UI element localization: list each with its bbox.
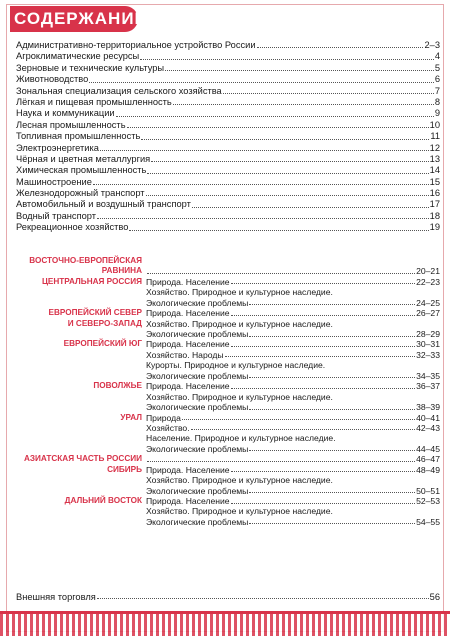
toc-entry-page: 4 <box>434 51 440 62</box>
toc-entry-label: Лесная промышленность <box>16 119 126 130</box>
region-entry[interactable] <box>16 517 440 527</box>
page-title: СОДЕРЖАНИЕ <box>14 9 147 28</box>
region-entry[interactable] <box>16 319 440 329</box>
toc-entry-page: 16 <box>429 188 440 199</box>
region-entry-label: Природа. Население <box>146 308 230 319</box>
leader-dots <box>231 388 416 389</box>
region-entry[interactable] <box>16 340 440 350</box>
region-entry[interactable] <box>16 496 440 506</box>
toc-entry[interactable] <box>16 63 440 74</box>
leader-dots <box>249 450 415 451</box>
toc-entry[interactable] <box>16 40 440 51</box>
region-entry-page: 34–35 <box>416 370 440 381</box>
region-name: АЗИАТСКАЯ ЧАСТЬ РОССИИ <box>23 454 142 464</box>
region-entry[interactable] <box>16 475 440 485</box>
leader-dots <box>231 471 416 472</box>
toc-entry[interactable] <box>16 143 440 154</box>
region-entry[interactable] <box>16 454 440 464</box>
region-entry[interactable] <box>16 360 440 370</box>
toc-entry-label: Агроклиматические ресурсы <box>16 51 140 62</box>
region-entry-page: 50–51 <box>416 485 440 496</box>
toc-entry-page: 8 <box>434 96 440 107</box>
toc-entry-external-trade[interactable] <box>16 591 440 602</box>
leader-dots <box>89 82 434 83</box>
region-entry-page: 46–47 <box>416 454 440 465</box>
region-entry-label: Экологические проблемы <box>146 370 249 381</box>
region-entry-page: 22–23 <box>416 276 440 287</box>
leader-dots <box>97 218 429 219</box>
toc-entry[interactable] <box>16 97 440 108</box>
region-name: ПОВОЛЖЬЕ <box>93 381 142 391</box>
toc-entry-label: Электроэнергетика <box>16 142 99 153</box>
toc-entry-page: 2–3 <box>424 39 440 50</box>
toc-entry-page: 56 <box>429 592 440 603</box>
leader-dots <box>151 161 428 162</box>
leader-dots <box>173 104 434 105</box>
toc-entry-page: 12 <box>429 142 440 153</box>
region-entry-label: Население. Природное и культурное наследие. <box>146 433 336 444</box>
toc-entry-label: Чёрная и цветная металлургия <box>16 153 151 164</box>
region-entry-label: Хозяйство. Природное и культурное наследие. <box>146 475 333 486</box>
toc-entry-label: Химическая промышленность <box>16 165 147 176</box>
toc-entry-label: Зерновые и технические культуры <box>16 62 165 73</box>
toc-entry[interactable] <box>16 86 440 97</box>
region-entry-page: 40–41 <box>416 412 440 423</box>
region-name: ЕВРОПЕЙСКИЙ ЮГ <box>63 339 142 349</box>
toc-entry-label: Водный транспорт <box>16 210 96 221</box>
region-entry-page: 52–53 <box>416 496 440 507</box>
region-entry-page: 48–49 <box>416 464 440 475</box>
toc-entry[interactable] <box>16 188 440 199</box>
toc-entry[interactable] <box>16 199 440 210</box>
region-entry-label: Экологические проблемы <box>146 443 249 454</box>
region-entry-label: Хозяйство. Природное и культурное наследие. <box>146 506 333 517</box>
toc-entry[interactable] <box>16 177 440 188</box>
region-entry-label: Природа. Население <box>146 276 230 287</box>
leader-dots <box>97 598 429 599</box>
leader-dots <box>140 59 434 60</box>
toc-list <box>16 40 440 234</box>
leader-dots <box>192 207 429 208</box>
region-entry[interactable] <box>16 413 440 423</box>
toc-entry-page: 15 <box>429 176 440 187</box>
region-entry[interactable] <box>16 329 440 339</box>
toc-entry-page: 18 <box>429 210 440 221</box>
leader-dots <box>225 356 416 357</box>
toc-entry-label: Рекреационное хозяйство <box>16 222 129 233</box>
region-entry-label: Хозяйство. Народы <box>146 349 224 360</box>
region-entry[interactable] <box>16 465 440 475</box>
toc-entry-page: 9 <box>434 108 440 119</box>
region-entry[interactable] <box>16 381 440 391</box>
region-name: ДАЛЬНИЙ ВОСТОК <box>64 496 142 506</box>
toc-entry-page: 7 <box>434 85 440 96</box>
region-entry-label: Экологические проблемы <box>146 297 249 308</box>
region-entry-label: Природа. Население <box>146 496 230 507</box>
toc-entry[interactable] <box>16 154 440 165</box>
toc-entry-label: Железнодорожный транспорт <box>16 188 145 199</box>
region-entry[interactable] <box>16 433 440 443</box>
leader-dots <box>231 315 416 316</box>
toc-entry[interactable] <box>16 51 440 62</box>
region-entry-page: 54–55 <box>416 516 440 527</box>
leader-dots <box>182 419 415 420</box>
toc-entry[interactable] <box>16 222 440 233</box>
region-entry[interactable] <box>16 287 440 297</box>
region-entry-label: Природа. Население <box>146 381 230 392</box>
region-entry-page: 24–25 <box>416 297 440 308</box>
leader-dots <box>257 47 424 48</box>
region-entry[interactable] <box>16 507 440 517</box>
leader-dots <box>146 195 429 196</box>
region-entry-page: 28–29 <box>416 329 440 340</box>
toc-entry[interactable] <box>16 131 440 142</box>
region-entry[interactable] <box>16 402 440 412</box>
region-entry-page: 44–45 <box>416 443 440 454</box>
leader-dots <box>249 336 415 337</box>
leader-dots <box>249 409 415 410</box>
region-entry-page: 26–27 <box>416 308 440 319</box>
region-entry-page: 20–21 <box>416 266 440 277</box>
region-entry-page: 42–43 <box>416 422 440 433</box>
region-entry[interactable] <box>16 423 440 433</box>
region-entry-label: Экологические проблемы <box>146 329 249 340</box>
region-entry[interactable] <box>16 444 440 454</box>
region-entry[interactable] <box>16 486 440 496</box>
leader-dots <box>165 70 434 71</box>
region-name: СИБИРЬ <box>107 464 142 474</box>
toc-entry[interactable] <box>16 165 440 176</box>
toc-entry-page: 6 <box>434 74 440 85</box>
region-entry[interactable] <box>16 371 440 381</box>
leader-dots <box>129 230 428 231</box>
toc-entry-label: Животноводство <box>16 74 89 85</box>
leader-dots <box>231 346 416 347</box>
leader-dots <box>249 304 415 305</box>
toc-entry-page: 10 <box>429 119 440 130</box>
region-entry[interactable] <box>16 308 440 318</box>
region-entry-label: Хозяйство. Природное и культурное наследие. <box>146 318 333 329</box>
toc-entry[interactable] <box>16 108 440 119</box>
leader-dots <box>249 523 415 524</box>
region-entry-label: Природа <box>146 412 181 423</box>
region-entry[interactable] <box>16 298 440 308</box>
leader-dots <box>231 503 416 504</box>
toc-entry-page: 19 <box>429 222 440 233</box>
region-entry-label: Экологические проблемы <box>146 516 249 527</box>
leader-dots <box>93 184 429 185</box>
leader-dots <box>127 127 429 128</box>
region-entry-label: Курорты. Природное и культурное наследие. <box>146 360 326 371</box>
leader-dots <box>223 93 434 94</box>
toc-entry[interactable] <box>16 211 440 222</box>
leader-dots <box>191 429 416 430</box>
leader-dots <box>231 283 416 284</box>
region-name: УРАЛ <box>120 412 142 422</box>
region-name: ВОСТОЧНО-ЕВРОПЕЙСКАЯ <box>29 255 142 265</box>
region-entry-label: Хозяйство. <box>146 422 190 433</box>
region-entry-label: Хозяйство. Природное и культурное наследие. <box>146 391 333 402</box>
region-entry[interactable] <box>16 266 440 276</box>
region-entry[interactable] <box>16 392 440 402</box>
region-entry-label: Хозяйство. Природное и культурное наследие. <box>146 287 333 298</box>
regions-list <box>16 256 440 527</box>
toc-entry[interactable] <box>16 74 440 85</box>
leader-dots <box>147 461 415 462</box>
leader-dots <box>116 116 434 117</box>
toc-entry-page: 13 <box>429 153 440 164</box>
region-entry-page: 30–31 <box>416 339 440 350</box>
toc-entry-label: Автомобильный и воздушный транспорт <box>16 199 191 210</box>
toc-entry-label: Зональная специализация сельского хозяйства <box>16 85 222 96</box>
toc-entry-label: Топливная промышленность <box>16 131 141 142</box>
leader-dots <box>147 173 428 174</box>
leader-dots <box>141 139 429 140</box>
region-name: ЕВРОПЕЙСКИЙ СЕВЕР <box>48 308 142 318</box>
region-entry[interactable] <box>16 256 440 266</box>
leader-dots <box>147 273 415 274</box>
toc-entry-page: 5 <box>434 62 440 73</box>
toc-entry[interactable] <box>16 120 440 131</box>
region-name: РАВНИНА <box>101 266 142 276</box>
toc-entry-page: 11 <box>430 131 440 142</box>
leader-dots <box>249 377 415 378</box>
region-entry-label: Экологические проблемы <box>146 402 249 413</box>
region-entry[interactable] <box>16 277 440 287</box>
region-name: ЦЕНТРАЛЬНАЯ РОССИЯ <box>41 276 142 286</box>
region-entry-page: 32–33 <box>416 349 440 360</box>
region-entry-label: Природа. Население <box>146 339 230 350</box>
toc-entry-page: 17 <box>429 199 440 210</box>
region-entry-page: 38–39 <box>416 402 440 413</box>
leader-dots <box>100 150 429 151</box>
toc-entry-label: Лёгкая и пищевая промышленность <box>16 96 172 107</box>
region-entry-label: Экологические проблемы <box>146 485 249 496</box>
region-entry-label: Природа. Население <box>146 464 230 475</box>
region-entry[interactable] <box>16 350 440 360</box>
toc-entry-label: Машиностроение <box>16 176 92 187</box>
ornament-border <box>0 614 450 636</box>
region-entry-page: 36–37 <box>416 381 440 392</box>
toc-entry-label: Внешняя торговля <box>16 592 96 603</box>
toc-entry-label: Наука и коммуникации <box>16 108 115 119</box>
toc-entry-label: Административно-территориальное устройство России <box>16 39 256 50</box>
region-name: И СЕВЕРО-ЗАПАД <box>67 318 142 328</box>
leader-dots <box>249 492 415 493</box>
toc-entry-page: 14 <box>429 165 440 176</box>
